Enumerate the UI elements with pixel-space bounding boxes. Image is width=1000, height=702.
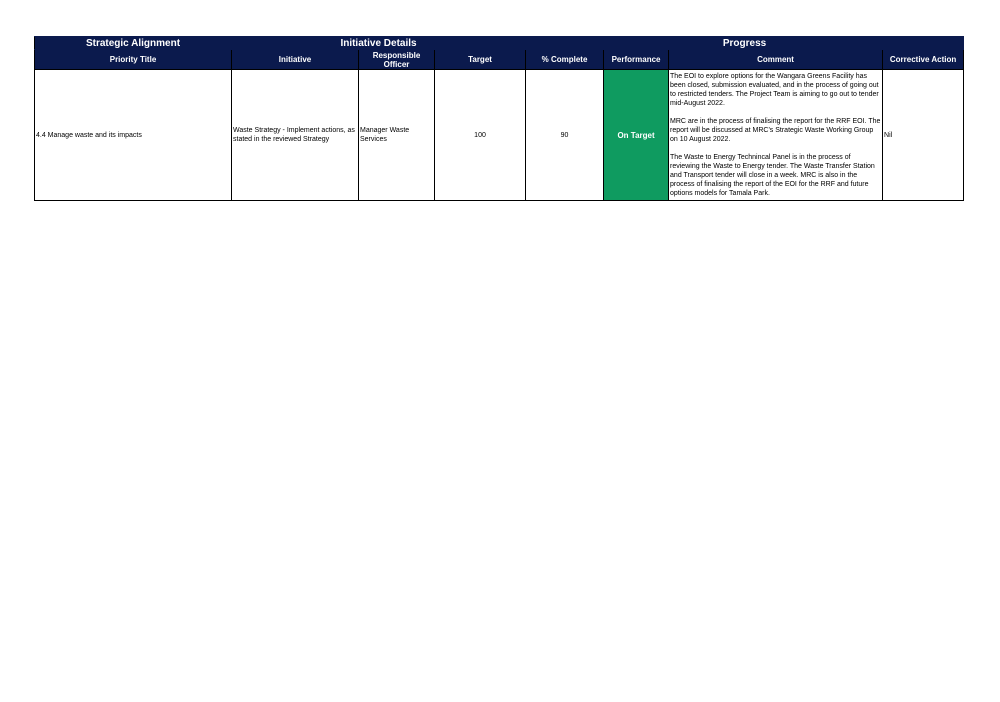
table-row — [35, 70, 964, 201]
group-progress: Progress — [526, 37, 964, 50]
cell-initiative: Waste Strategy - Implement actions, as stated in the reviewed Strategy — [232, 70, 359, 201]
cell-responsible-officer: Manager Waste Services — [359, 70, 435, 201]
comment-paragraph: The Waste to Energy Technincal Panel is in the process of reviewing the Waste to Energy tender. The Waste Transfer Station and Transport tender will close in a week. MRC is also in the process of finalising the report of the EOI for the RRF and future options models for Tamala Park. — [670, 154, 875, 197]
col-percent-complete: % Complete — [526, 50, 604, 70]
cell-comment — [669, 70, 883, 201]
group-strategic-alignment: Strategic Alignment — [35, 37, 232, 50]
cell-target: 100 — [435, 70, 526, 201]
col-comment: Comment — [669, 50, 883, 70]
col-priority-title: Priority Title — [35, 50, 232, 70]
cell-priority-title: 4.4 Manage waste and its impacts — [35, 70, 232, 201]
initiative-progress-table — [34, 36, 964, 201]
cell-percent-complete: 90 — [526, 70, 604, 201]
col-corrective-action: Corrective Action — [883, 50, 964, 70]
col-initiative: Initiative — [232, 50, 359, 70]
group-header-row — [35, 37, 964, 50]
col-responsible-officer: Responsible Officer — [359, 50, 435, 70]
cell-corrective-action: Nil — [883, 70, 964, 201]
col-target: Target — [435, 50, 526, 70]
col-performance: Performance — [604, 50, 669, 70]
performance-report-sheet — [34, 36, 963, 201]
cell-performance-status: On Target — [604, 70, 669, 201]
comment-paragraph: MRC are in the process of finalising the report for the RRF EOI. The report will be discussed at MRC's Strategic Waste Working Group on 10 August 2022. — [670, 118, 881, 143]
comment-paragraph: The EOI to explore options for the Wangara Greens Facility has been closed, submission evaluated, and in the process of going out to restricted tenders. The Project Team is aiming to go out to tender mid-August 2022. — [670, 73, 879, 107]
group-initiative-details: Initiative Details — [232, 37, 526, 50]
column-header-row — [35, 50, 964, 70]
